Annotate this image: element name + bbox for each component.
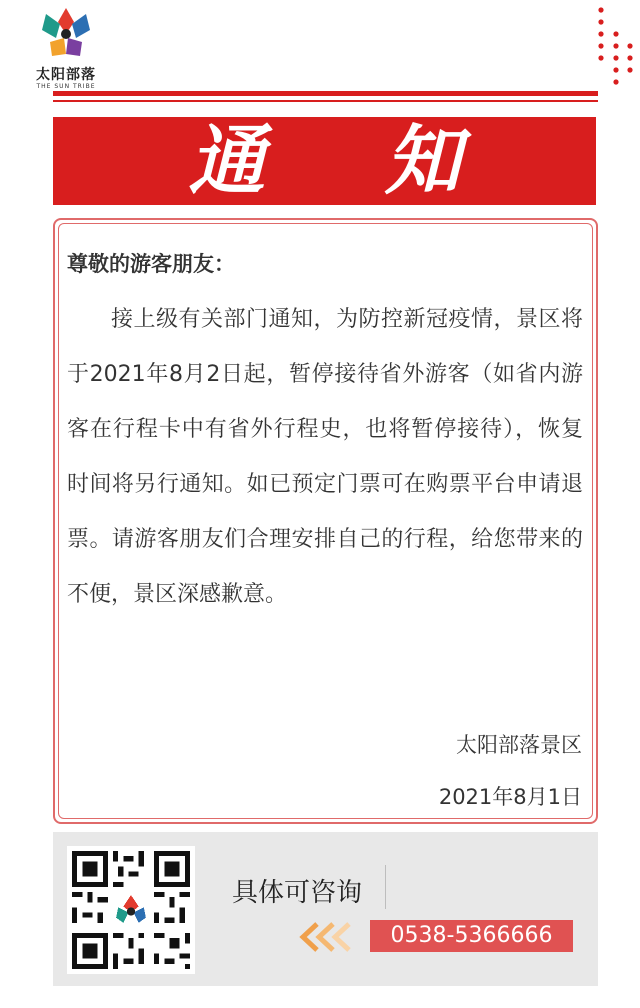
contact-divider [385,865,386,909]
contact-label: 具体可咨询 [232,878,363,908]
phone-badge[interactable] [370,920,573,952]
page-title: 通知 [188,116,581,205]
qr-code[interactable] [67,846,195,974]
qr-code-icon [67,846,195,974]
sun-tribe-emblem-icon [34,4,98,62]
notice-body [67,292,583,622]
phone-number[interactable]: 0538-5366666 [390,923,553,948]
brand-logo [28,4,104,96]
chevron-left-arrows-icon [295,920,357,954]
logo-name-cn: 太阳部落 [36,67,96,83]
notice-salutation: 尊敬的游客朋友： [67,252,235,276]
notice-paragraph: 接上级有关部门通知，为防控新冠疫情，景区将于2021年8月2日起，暂停接待省外游客（如省内游客在行程卡中有省外行程史，也将暂停接待），恢复时间将另行通知。如已预定门票可在购票平台申请退票。请游客朋友们合理安排自己的行程，给您带来的不便，景区深感歉意。 [67,307,583,607]
logo-name-en: THE SUN TRIBE [36,83,96,90]
signature-org: 太阳部落景区 [456,733,582,757]
title-banner [53,117,596,205]
signature-date: 2021年8月1日 [438,785,582,809]
header-rule-thick [53,91,598,96]
header-rule-thin [53,100,598,102]
decorative-dots-icon [596,6,636,86]
